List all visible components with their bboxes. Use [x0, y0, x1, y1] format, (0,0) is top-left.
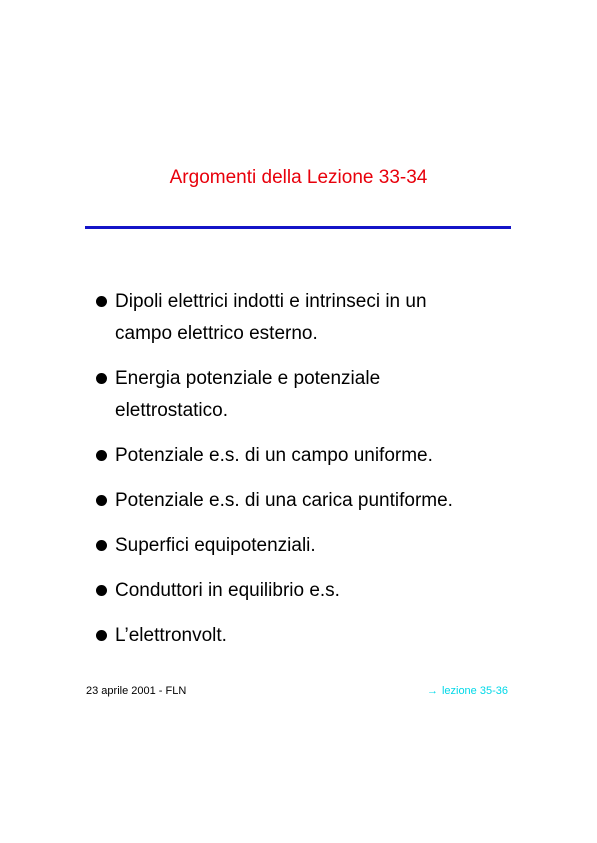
list-item — [96, 575, 536, 607]
bullet-icon — [96, 495, 107, 506]
next-lesson-label: lezione 35-36 — [441, 685, 508, 697]
list-item-text: Potenziale e.s. di un campo uniforme. — [115, 445, 433, 466]
title-divider — [85, 226, 511, 229]
list-item — [96, 530, 536, 562]
list-item-text: Energia potenziale e potenziale elettrostatico. — [115, 368, 381, 421]
list-item-text: Potenziale e.s. di una carica puntiforme. — [115, 490, 453, 511]
list-item — [96, 620, 536, 652]
bullet-icon — [96, 296, 107, 307]
bullet-icon — [96, 585, 107, 596]
next-lesson-link[interactable] — [427, 684, 508, 698]
slide-title: Argomenti della Lezione 33-34 — [169, 167, 428, 188]
bullet-icon — [96, 450, 107, 461]
bullet-icon — [96, 630, 107, 641]
list-item-text: Conduttori in equilibrio e.s. — [115, 580, 340, 601]
list-item-text: Dipoli elettrici indotti e intrinseci in un campo elettrico esterno. — [115, 291, 427, 344]
bullet-icon — [96, 373, 107, 384]
list-item-text: Superfici equipotenziali. — [115, 535, 316, 556]
topic-list — [96, 286, 536, 665]
list-item — [96, 363, 415, 427]
list-item — [96, 485, 536, 517]
bullet-icon — [96, 540, 107, 551]
footer-date-author: 23 aprile 2001 - FLN — [86, 685, 187, 697]
arrow-right-icon: → — [426, 685, 438, 697]
list-item-text: L’elettronvolt. — [115, 625, 227, 646]
list-item — [96, 440, 536, 472]
list-item — [96, 286, 460, 350]
